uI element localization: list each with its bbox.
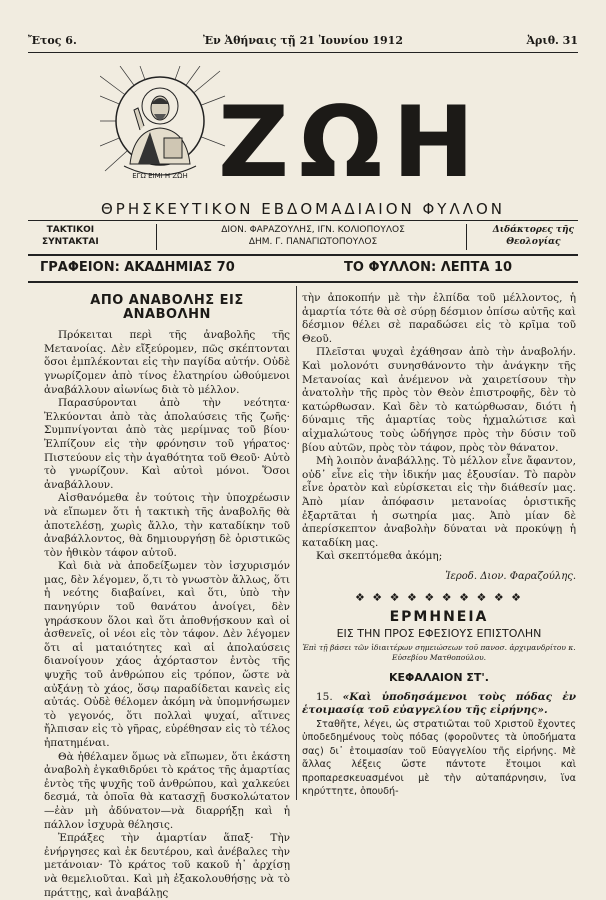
issue-number: Ἀριθ. 31 bbox=[526, 34, 578, 47]
commentary-text: Σταθῆτε, λέγει, ὡς στρατιῶται τοῦ Χριστοῦ ἔχοντες ὑποδεδημένους τοὺς πόδας (φοροῦντες τὰ ὑποδήματα σας) δι᾿ ἑτοιμασίαν τοῦ Εὐαγγελίου τῆς εἰρήνης. Μὲ ἄλλας λέξεις ὥστε πάντοτε ἕτοιμοι καὶ προπαρεσκευασμένοι μὲ τὴν αὐταπάρνησιν, ἵνα κηρύττητε, ὁπουδή- bbox=[302, 719, 576, 798]
article-paragraph: Παρασύρονται ἀπὸ τὴν νεότητα· Ἐλκύονται ἀπὸ τὰς ἀπολαύσεις τῆς ζωῆς· Συμπνίγονται ἀπὸ τὰς μερίμνας τοῦ βίου· Ἐλπίζουν εἰς τὴν φρόνησιν τοῦ γήρατος· Πιστεύουν εἰς τὴν ἀγαθότητα τοῦ Θεοῦ· Αὐτὸ τὸ γνωρίζουν. Καὶ αὐτοὶ μόνοι. Ὅσοι ἀναβάλλουν. bbox=[44, 397, 290, 491]
article-paragraph: Ἐπράξες τὴν ἁμαρτίαν ἅπαξ· Τὴν ἐνήργησες καὶ ἐκ δευτέρου, καὶ ἀνέβαλες τὴν μετάνοιαν· Τὸ κράτος τοῦ κακοῦ ἠ᾿ ἀρχίσῃ νὰ θεμελιοῦται. Καὶ μὴ ἐξακολουθήσῃς νὰ τὸ πράττῃς, καὶ ἀναβάλῃς bbox=[44, 832, 290, 899]
article-paragraph: Καὶ διὰ νὰ ἀποδείξωμεν τὸν ἰσχυρισμόν μας, δὲν λέγομεν, ὅ,τι τὸ γνωστὸν ἄλλως, ὅτι ἡ νεότης διαβαίνει, καὶ ὅτι, ὑπὸ τὴν πανηγύριν τοῦ θανάτου ἀνοίγει, δὲν γηράσκουν ὅλοι καὶ ὅτι ἀποθνῄσκουν καὶ οἱ ἀσθενεῖς, οἱ νέοι εἰς τὸν τάφον. Δὲν λέγομεν ὅτι αἱ ματαιότητες καὶ αἱ ἀπολαύσεις διανοίγουν χάος ἀχόρταστον ἐντὸς τῆς ψυχῆς τοῦ ἀνθρώπου εἰς τρόπον, ὥστε νὰ αὐξάνῃ τὸ χάος, ὅσῳ παραδίδεται κανεὶς εἰς αὐτάς. Οὐδὲ θέλομεν ἀκόμη νὰ ὑπομνήσωμεν τὸ γεγονός, ὅτι πολλαὶ ψυχαί, αἵτινες ἤλπισαν εἰς τὸ γῆρας, εὑρέθησαν εἰς τὸ τέλος ἠπατημέναι. bbox=[44, 560, 290, 749]
editor-divider bbox=[466, 224, 467, 250]
icon-caption: ΕΓΩ ΕΙΜΙ Η ΖΩΗ bbox=[132, 172, 188, 180]
masthead bbox=[100, 66, 520, 200]
newspaper-title: ΖΩΗ bbox=[218, 86, 485, 200]
subtitle-rule bbox=[28, 220, 578, 221]
verse-number: 15. bbox=[316, 690, 333, 703]
issue-info-line bbox=[28, 34, 578, 48]
article-continuation: Μὴ λοιπὸν ἀναβάλλῃς. Τὸ μέλλον εἶνε ἄφαντον, οὐδ᾿ εἶνε εἰς τὴν ἰδικήν μας ἐξουσίαν. Τὸ παρὸν εἶνε ὁρατὸν καὶ εὑρίσκεται εἰς τὴν διάθεσίν μας. Ἀπὸ μίαν ἀπόφασιν μετανοίας ὁριστικῆς ἐξαρτᾶται ἡ σωτηρία μας. Ἀπὸ μίαν δὲ ἀπερίσκεπτον ἀναβολὴν δύναται νὰ προκύψῃ ἡ καταδίκη μας. bbox=[302, 455, 576, 549]
article-continuation: Πλεῖσται ψυχαὶ ἐχάθησαν ἀπὸ τὴν ἀναβολήν. Καὶ μολονότι συνησθάνοντο τὴν ἀνάγκην τῆς Μετανοίας καὶ ἀνέμενον νὰ χαιρετίσουν τὴν ἀνατολὴν τῆς πρὸς τὸν Θεὸν ἐπιστροφῆς, δὲν τὸ κατώρθωσαν. Καὶ δὲν τὸ κατώρθωσαν, διότι ἡ δύναμις τῆς ἁμαρτίας τοὺς ἠχμαλώτισε καὶ αἰχμαλώτους τοὺς ὡδήγησε πρὸς τὴν δύσιν τοῦ βίου αὐτῶν, πρὸς τὸν τάφον, πρὸς τὸν θάνατον. bbox=[302, 346, 576, 454]
article-paragraph: Θὰ ἠθέλαμεν ὅμως νὰ εἴπωμεν, ὅτι ἑκάστη ἀναβολὴ ἐγκαθιδρύει τὸ κράτος τῆς ἁμαρτίας ἐντὸς τῆς ψυχῆς τοῦ ἀνθρώπου, καὶ χαλκεύει δεσμά, τὰ ὁποῖα θὰ κατασχῇ δυσκολώτατον—ἐὰν μὴ ἀδύνατον—νὰ διαρρήξῃ καὶ ἡ πάλλον ἰσχυρὰ θέλησις. bbox=[44, 750, 290, 831]
article-continuation: τὴν ἀποκοπήν μὲ τὴν ἐλπίδα τοῦ μέλλοντος, ἡ ἁμαρτία τότε θὰ σὲ σύρῃ δέσμιον ὀπίσω αὐτῆς καὶ δέσμιον θέλει σὲ παραδώσει εἰς τὸ κρῖμα τοῦ Θεοῦ. bbox=[302, 292, 576, 345]
right-column bbox=[302, 292, 576, 798]
article-paragraph: Πρόκειται περὶ τῆς ἀναβολῆς τῆς Μετανοίας. Δὲν εἴξεύρομεν, πῶς σκέπτονται ὅσοι ἐμπλέκονται εἰς τὴν παγίδα αὐτήν. Οὐδὲ γνωρίζομεν ἀπὸ τίνος ἐλατηρίου ὠθούμενοι ἀναβάλλουν αἰωνίως διὰ τὸ μέλλον. bbox=[44, 329, 290, 396]
commentary-title: ΕΡΜΗΝΕΙΑ bbox=[389, 609, 489, 626]
article-signature: Ἱεροδ. Διον. Φαραζούλης. bbox=[445, 570, 576, 582]
article-paragraph: Αἰσθανόμεθα ἐν τούτοις τὴν ὑποχρέωσιν νὰ εἴπωμεν ὅτι ἡ τακτικὴ τῆς ἀναβολῆς θὰ ἀποτελέσῃ, χωρὶς ἄλλο, τὴν καταδίκην τοῦ ἀναβάλλοντος, θὰ δημιουργήσῃ δὲ ὁριστικῶς τὸν ἠθικὸν τάφον αὐτοῦ. bbox=[44, 492, 290, 559]
office-rule bbox=[28, 281, 578, 283]
verse-line bbox=[302, 691, 576, 718]
article-continuation: Καὶ σκεπτόμεθα ἀκόμη; bbox=[316, 550, 443, 563]
newspaper-subtitle: ΘΡΗΣΚΕΥΤΙΚΟΝ ΕΒΔΟΜΑΔΙΑΙΟΝ ΦΥΛΛΟΝ bbox=[100, 200, 506, 218]
office-bar bbox=[28, 258, 578, 278]
editor-divider bbox=[156, 224, 157, 250]
article-column bbox=[44, 292, 290, 900]
date-label: Ἐν Ἀθήναις τῇ 21 Ἰουνίου 1912 bbox=[203, 34, 403, 47]
top-rule bbox=[28, 52, 578, 53]
editors-label: ΤΑΚΤΙΚΟΙ ΣΥΝΤΑΚΤΑΙ bbox=[42, 225, 99, 247]
article-title: ΑΠΟ ΑΝΑΒΟΛΗΣ ΕΙΣ ΑΝΑΒΟΛΗΝ bbox=[90, 293, 244, 322]
ornament-divider: ❖ ❖ ❖ ❖ ❖ ❖ ❖ ❖ ❖ ❖ bbox=[354, 591, 524, 605]
editors-rule bbox=[28, 254, 578, 256]
commentary-subtitle: ΕΙΣ ΤΗΝ ΠΡΟΣ ΕΦΕΣΙΟΥΣ ΕΠΙΣΤΟΛΗΝ bbox=[336, 626, 542, 640]
verse-text: «Καὶ ὑποδησάμενοι τοὺς πόδας ἐν ἑτοιμασίᾳ τοῦ εὐαγγελίου τῆς εἰρήνης». bbox=[302, 690, 576, 717]
issue-price: ΤΟ ΦΥΛΛΟΝ: ΛΕΠΤΑ 10 bbox=[344, 260, 513, 275]
year-label: Ἔτος 6. bbox=[28, 34, 77, 47]
editors-degree: Διδάκτορες τῆς Θεολογίας bbox=[492, 225, 574, 247]
editors-bar bbox=[28, 222, 578, 252]
office-address: ΓΡΑΦΕΙΟΝ: ΑΚΑΔΗΜΙΑΣ 70 bbox=[40, 260, 235, 275]
editors-names: ΔΙΟΝ. ΦΑΡΑΖΟΥΛΗΣ, ΙΓΝ. ΚΟΛΙΟΠΟΥΛΟΣ ΔΗΜ. Γ. ΠΑΝΑΓΙΩΤΟΠΟΥΛΟΣ bbox=[221, 225, 405, 247]
chapter-heading: ΚΕΦΑΛΑΙΟΝ ΣΤ'. bbox=[389, 671, 489, 685]
commentary-note: Ἐπὶ τῇ βάσει τῶν ἰδιαιτέρων σημειώσεων τοῦ πανοσ. ἀρχιμανδρίτου κ. Εὐσεβίου Ματθοπούλου. bbox=[302, 643, 576, 663]
column-divider bbox=[296, 286, 297, 800]
